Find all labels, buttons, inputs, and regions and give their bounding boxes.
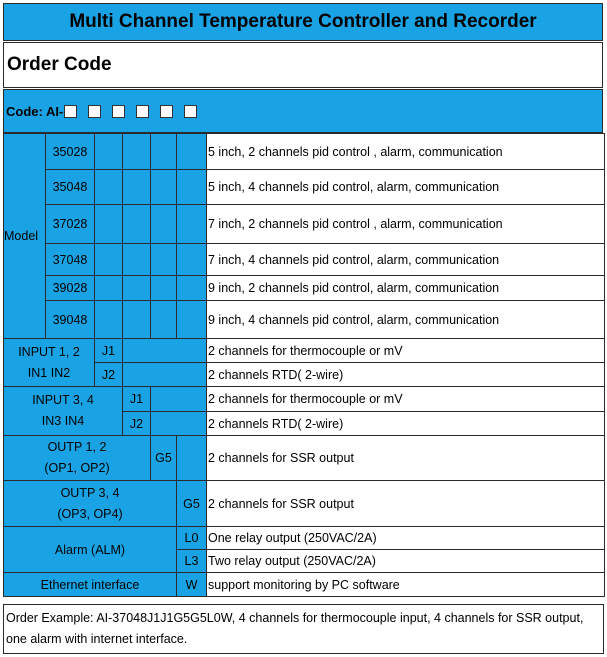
table-row — [4, 363, 605, 387]
model-desc: 9 inch, 4 channels pid control, alarm, communication — [207, 301, 605, 339]
code-label: Code: AI- — [6, 103, 64, 119]
input34-desc: 2 channels RTD( 2-wire) — [207, 412, 605, 436]
order-code-heading: Order Code — [3, 42, 603, 88]
table-row — [4, 481, 605, 527]
model-desc: 7 inch, 2 channels pid control , alarm, communication — [207, 205, 605, 244]
ethernet-desc: support monitoring by PC software — [207, 573, 605, 597]
model-desc: 5 inch, 2 channels pid control , alarm, communication — [207, 134, 605, 170]
table-row — [4, 244, 605, 276]
outp12-label: OUTP 1, 2 (OP1, OP2) — [4, 436, 151, 481]
model-code: 39028 — [46, 276, 95, 301]
input34-desc: 2 channels for thermocouple or mV — [207, 387, 605, 412]
alarm-desc: One relay output (250VAC/2A) — [207, 527, 605, 550]
model-desc: 9 inch, 2 channels pid control, alarm, communication — [207, 276, 605, 301]
page-title: Multi Channel Temperature Controller and Recorder — [3, 3, 603, 41]
code-slot-3 — [112, 105, 125, 118]
code-bar — [3, 89, 603, 133]
table-row — [4, 301, 605, 339]
input12-label: INPUT 1, 2 IN1 IN2 — [4, 339, 95, 387]
code-slot-1 — [64, 105, 77, 118]
table-row — [4, 170, 605, 205]
order-example: Order Example: AI-37048J1J1G5G5L0W, 4 channels for thermocouple input, 4 channels for SSR output, one alarm with internet interface. — [3, 604, 604, 654]
table-row — [4, 134, 605, 170]
table-row — [4, 205, 605, 244]
outp34-label: OUTP 3, 4 (OP3, OP4) — [4, 481, 177, 527]
outp34-desc: 2 channels for SSR output — [207, 481, 605, 527]
table-row — [4, 387, 605, 412]
code-slot-2 — [88, 105, 101, 118]
alarm-label: Alarm (ALM) — [4, 527, 177, 573]
model-label: Model — [4, 134, 46, 339]
ethernet-code: W — [177, 573, 207, 597]
model-code: 37048 — [46, 244, 95, 276]
table-row — [4, 339, 605, 363]
input34-code: J1 — [123, 387, 151, 412]
code-slot-5 — [160, 105, 173, 118]
input34-code: J2 — [123, 412, 151, 436]
order-code-table — [3, 133, 605, 597]
outp12-desc: 2 channels for SSR output — [207, 436, 605, 481]
model-desc: 5 inch, 4 channels pid control, alarm, communication — [207, 170, 605, 205]
table-row — [4, 573, 605, 597]
input12-desc: 2 channels RTD( 2-wire) — [207, 363, 605, 387]
model-desc: 7 inch, 4 channels pid control, alarm, communication — [207, 244, 605, 276]
alarm-desc: Two relay output (250VAC/2A) — [207, 550, 605, 573]
input12-code: J2 — [95, 363, 123, 387]
table-row — [4, 276, 605, 301]
ethernet-label: Ethernet interface — [4, 573, 177, 597]
code-slot-6 — [184, 105, 197, 118]
code-slot-4 — [136, 105, 149, 118]
input34-label: INPUT 3, 4 IN3 IN4 — [4, 387, 123, 436]
outp12-code: G5 — [151, 436, 177, 481]
table-row — [4, 436, 605, 481]
alarm-code: L0 — [177, 527, 207, 550]
input12-desc: 2 channels for thermocouple or mV — [207, 339, 605, 363]
model-code: 35048 — [46, 170, 95, 205]
input12-code: J1 — [95, 339, 123, 363]
model-code: 37028 — [46, 205, 95, 244]
model-code: 35028 — [46, 134, 95, 170]
alarm-code: L3 — [177, 550, 207, 573]
model-code: 39048 — [46, 301, 95, 339]
table-row — [4, 527, 605, 550]
outp34-code: G5 — [177, 481, 207, 527]
